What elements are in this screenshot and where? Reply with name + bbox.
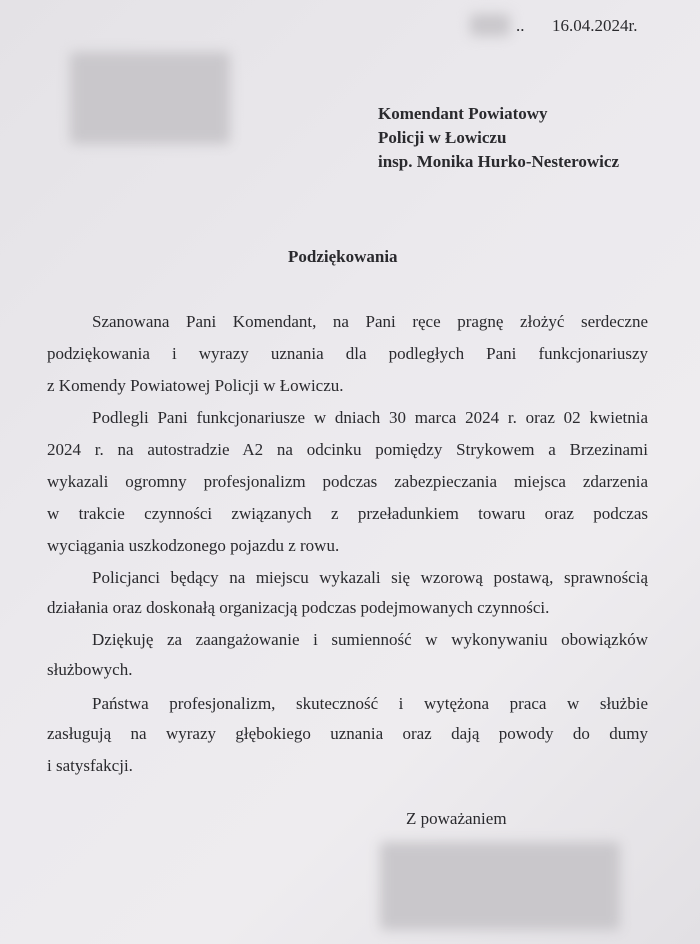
body-line: służbowych. [47,660,133,679]
letter-title: Podziękowania [288,247,398,266]
body-line: Podlegli Pani funkcjonariusze w dniach 30 marca 2024 r. oraz 02 kwietnia [92,408,648,427]
body-line: w trakcie czynności związanych z przeładunkiem towaru oraz podczas [47,504,648,523]
date-prefix: .. [516,16,525,35]
closing: Z poważaniem [406,809,507,828]
recipient-line: Komendant Powiatowy [378,104,548,123]
recipient-line: Policji w Łowiczu [378,128,507,147]
body-line: podziękowania i wyrazy uznania dla podległych Pani funkcjonariuszy [47,344,648,363]
letter-date: 16.04.2024r. [552,16,638,35]
body-line: z Komendy Powiatowej Policji w Łowiczu. [47,376,344,395]
body-line: i satysfakcji. [47,756,133,775]
body-line: Państwa profesjonalizm, skuteczność i wytężona praca w służbie [92,694,648,713]
redacted-signature [380,842,620,930]
body-line: Policjanci będący na miejscu wykazali się wzorową postawą, sprawnością [92,568,648,587]
body-line: Dziękuję za zaangażowanie i sumienność w wykonywaniu obowiązków [92,630,648,649]
body-line: wyciągania uszkodzonego pojazdu z rowu. [47,536,340,555]
body-line: działania oraz doskonałą organizacją podczas podejmowanych czynności. [47,598,550,617]
body-line: zasługują na wyrazy głębokiego uznania oraz dają powody do dumy [47,724,648,743]
body-line: Szanowana Pani Komendant, na Pani ręce pragnę złożyć serdeczne [92,312,648,331]
body-line: wykazali ogromny profesjonalizm podczas zabezpieczania miejsca zdarzenia [47,472,648,491]
redacted-sender-block [70,52,230,144]
recipient-line: insp. Monika Hurko-Nesterowicz [378,152,619,171]
body-line: 2024 r. na autostradzie A2 na odcinku pomiędzy Strykowem a Brzezinami [47,440,648,459]
redacted-place [470,14,510,36]
